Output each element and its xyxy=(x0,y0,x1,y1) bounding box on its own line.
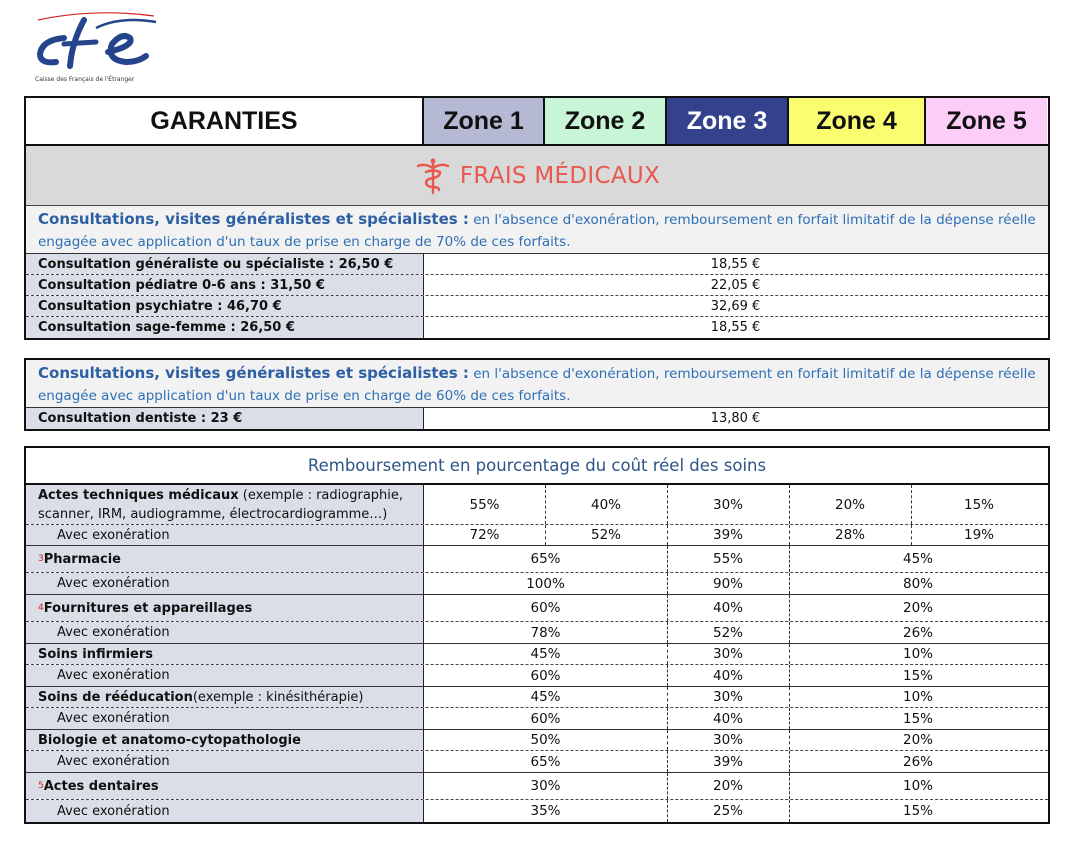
dentist-value: 13,80 € xyxy=(710,411,761,426)
rate-cell: 52% xyxy=(712,624,743,641)
rate-cell: 26% xyxy=(902,753,933,770)
column-separator xyxy=(667,546,668,572)
dentist-consultation-table xyxy=(24,358,1050,431)
caduceus-icon xyxy=(414,157,452,195)
rate-cell: 10% xyxy=(902,778,933,794)
rate-cell: 19% xyxy=(963,527,994,543)
rate-cell: 40% xyxy=(712,710,743,727)
logo-caption: Caisse des Français de l'Étranger xyxy=(35,76,135,83)
block2-title: Consultations, visites généralistes et spécialistes : xyxy=(38,364,469,382)
rate-cell: 55% xyxy=(712,551,743,567)
column-separator xyxy=(789,644,790,664)
column-separator xyxy=(667,730,668,750)
exoneration-row xyxy=(26,622,1048,644)
table-row xyxy=(26,408,1048,429)
column-separator xyxy=(789,665,790,686)
rate-cell: 60% xyxy=(530,667,561,684)
column-separator xyxy=(667,800,668,822)
exoneration-row xyxy=(26,800,1048,822)
consultation-label xyxy=(26,275,424,295)
category-label xyxy=(26,773,424,799)
rate-cell: 35% xyxy=(530,803,561,819)
rate-cell: 40% xyxy=(712,600,743,616)
guarantees-table xyxy=(24,96,1050,340)
category-row xyxy=(26,730,1048,751)
column-separator xyxy=(911,525,912,545)
category-name: Fournitures et appareillages xyxy=(43,600,253,616)
footnote-marker: 5 xyxy=(38,781,44,791)
column-separator xyxy=(789,573,790,594)
category-note: (exemple : radiographie, scanner, IRM, audiogramme, électrocardiogramme…) xyxy=(38,488,404,522)
category-label xyxy=(26,485,424,524)
category-row xyxy=(26,595,1048,622)
rate-cell: 20% xyxy=(902,732,933,748)
exoneration-row xyxy=(26,708,1048,730)
column-separator xyxy=(789,485,790,524)
exoneration-row xyxy=(26,751,1048,773)
table-row xyxy=(26,296,1048,317)
exoneration-label: Avec exonération xyxy=(26,751,424,772)
category-name: Pharmacie xyxy=(43,551,121,567)
rate-cell: 15% xyxy=(902,667,933,684)
block1-description xyxy=(26,206,1048,254)
reimbursement-table xyxy=(24,446,1050,824)
rate-cell: 30% xyxy=(712,646,743,662)
column-separator xyxy=(789,800,790,822)
rate-cell: 25% xyxy=(712,803,743,819)
rate-cell: 50% xyxy=(530,732,561,748)
row-label-text: Consultation sage-femme : 26,50 € xyxy=(38,320,295,335)
category-name: Actes dentaires xyxy=(43,778,159,794)
exoneration-label: Avec exonération xyxy=(26,708,424,729)
category-note: (exemple : kinésithérapie) xyxy=(192,689,364,705)
exoneration-label: Avec exonération xyxy=(26,665,424,686)
column-separator xyxy=(789,708,790,729)
rate-cell: 60% xyxy=(530,600,561,616)
section-title: FRAIS MÉDICAUX xyxy=(459,162,661,189)
category-row xyxy=(26,644,1048,665)
column-separator xyxy=(789,687,790,707)
table-header xyxy=(26,98,1048,146)
column-separator xyxy=(789,622,790,643)
rate-cell: 40% xyxy=(712,667,743,684)
block1-rows xyxy=(26,254,1048,338)
category-name: Soins de rééducation xyxy=(38,689,193,705)
rate-cell: 45% xyxy=(530,689,561,705)
row-label-text: Consultation psychiatre : 46,70 € xyxy=(38,298,282,314)
category-row xyxy=(26,773,1048,800)
rate-cell: 30% xyxy=(712,689,743,705)
category-row xyxy=(26,687,1048,708)
dentist-label xyxy=(26,408,424,429)
consultation-value: 18,55 € xyxy=(710,320,761,335)
footnote-marker: 3 xyxy=(38,554,44,564)
zone-5-header: Zone 5 xyxy=(926,98,1047,144)
column-separator xyxy=(789,730,790,750)
rate-cell: 30% xyxy=(530,778,561,794)
rate-cell: 45% xyxy=(902,551,933,567)
reimbursement-title: Remboursement en pourcentage du coût réel des soins xyxy=(26,448,1048,485)
row-label-text: Consultation dentiste : 23 € xyxy=(38,411,243,426)
rate-cell: 15% xyxy=(902,710,933,727)
rate-cell: 39% xyxy=(712,527,743,543)
zone-1-header: Zone 1 xyxy=(424,98,545,144)
rate-cell: 45% xyxy=(530,646,561,662)
column-separator xyxy=(667,525,668,545)
consultation-label xyxy=(26,254,424,274)
consultation-value: 18,55 € xyxy=(710,256,761,272)
rate-cell: 52% xyxy=(590,527,621,543)
category-name: Biologie et anatomo-cytopathologie xyxy=(38,732,301,748)
table-row xyxy=(26,254,1048,275)
consultation-value: 32,69 € xyxy=(710,298,761,314)
column-separator xyxy=(789,751,790,772)
rate-cell: 90% xyxy=(712,575,743,592)
column-separator xyxy=(667,665,668,686)
column-separator xyxy=(667,708,668,729)
rate-cell: 60% xyxy=(530,710,561,727)
consultation-label xyxy=(26,296,424,316)
rate-cell: 30% xyxy=(712,496,743,513)
category-label xyxy=(26,546,424,572)
row-label-text: Consultation pédiatre 0-6 ans : 31,50 € xyxy=(38,277,325,293)
zone-4-header: Zone 4 xyxy=(789,98,926,144)
rate-cell: 80% xyxy=(902,575,933,592)
category-label xyxy=(26,644,424,664)
rate-cell: 78% xyxy=(530,624,561,641)
rate-cell: 15% xyxy=(963,496,994,513)
block1-title: Consultations, visites généralistes et spécialistes : xyxy=(38,210,469,228)
exoneration-label: Avec exonération xyxy=(26,622,424,643)
block3-rows xyxy=(26,485,1048,822)
exoneration-label: Avec exonération xyxy=(26,800,424,822)
category-name: Actes techniques médicaux xyxy=(38,488,239,503)
footnote-marker: 4 xyxy=(38,603,44,613)
column-separator xyxy=(545,485,546,524)
column-separator xyxy=(667,687,668,707)
column-separator xyxy=(667,595,668,621)
column-separator xyxy=(667,573,668,594)
exoneration-row xyxy=(26,525,1048,546)
section-frais-medicaux xyxy=(26,146,1048,206)
consultation-label xyxy=(26,317,424,338)
rate-cell: 10% xyxy=(902,646,933,662)
rate-cell: 20% xyxy=(834,496,865,513)
rate-cell: 39% xyxy=(712,753,743,770)
column-separator xyxy=(789,773,790,799)
rate-cell: 65% xyxy=(530,551,561,567)
column-separator xyxy=(789,595,790,621)
rate-cell: 26% xyxy=(902,624,933,641)
category-label xyxy=(26,730,424,750)
zone-3-header: Zone 3 xyxy=(667,98,789,144)
zone-2-header: Zone 2 xyxy=(545,98,667,144)
rate-cell: 100% xyxy=(526,575,565,592)
column-separator xyxy=(667,622,668,643)
garanties-header: GARANTIES xyxy=(26,98,424,144)
block2-rows xyxy=(26,408,1048,429)
table-row xyxy=(26,317,1048,338)
block1-text: en l'absence d'exonération, remboursement en forfait limitatif de la dépense réelle engagée avec application d'un taux de prise en charge de 70% de ces forfaits. xyxy=(38,212,1036,250)
exoneration-label: Avec exonération xyxy=(26,525,424,545)
exoneration-row xyxy=(26,573,1048,595)
rate-cell: 55% xyxy=(469,496,500,513)
rate-cell: 72% xyxy=(469,527,500,543)
category-row xyxy=(26,546,1048,573)
category-name: Soins infirmiers xyxy=(38,646,153,662)
rate-cell: 30% xyxy=(712,732,743,748)
category-label xyxy=(26,687,424,707)
column-separator xyxy=(789,525,790,545)
column-separator xyxy=(667,485,668,524)
block2-text: en l'absence d'exonération, remboursement en forfait limitatif de la dépense réelle engagée avec application d'un taux de prise en charge de 60% de ces forfaits. xyxy=(38,366,1036,404)
category-label xyxy=(26,595,424,621)
rate-cell: 40% xyxy=(590,496,621,513)
column-separator xyxy=(911,485,912,524)
rate-cell: 10% xyxy=(902,689,933,705)
row-label-text: Consultation généraliste ou spécialiste : 26,50 € xyxy=(38,256,394,272)
block2-description xyxy=(26,360,1048,408)
rate-cell: 20% xyxy=(902,600,933,616)
column-separator xyxy=(789,546,790,572)
category-row xyxy=(26,485,1048,525)
column-separator xyxy=(667,751,668,772)
exoneration-label: Avec exonération xyxy=(26,573,424,594)
rate-cell: 28% xyxy=(834,527,865,543)
rate-cell: 65% xyxy=(530,753,561,770)
column-separator xyxy=(667,644,668,664)
rate-cell: 15% xyxy=(902,803,933,819)
exoneration-row xyxy=(26,665,1048,687)
column-separator xyxy=(667,773,668,799)
table-row xyxy=(26,275,1048,296)
column-separator xyxy=(545,525,546,545)
consultation-value: 22,05 € xyxy=(710,277,761,293)
rate-cell: 20% xyxy=(712,778,743,794)
